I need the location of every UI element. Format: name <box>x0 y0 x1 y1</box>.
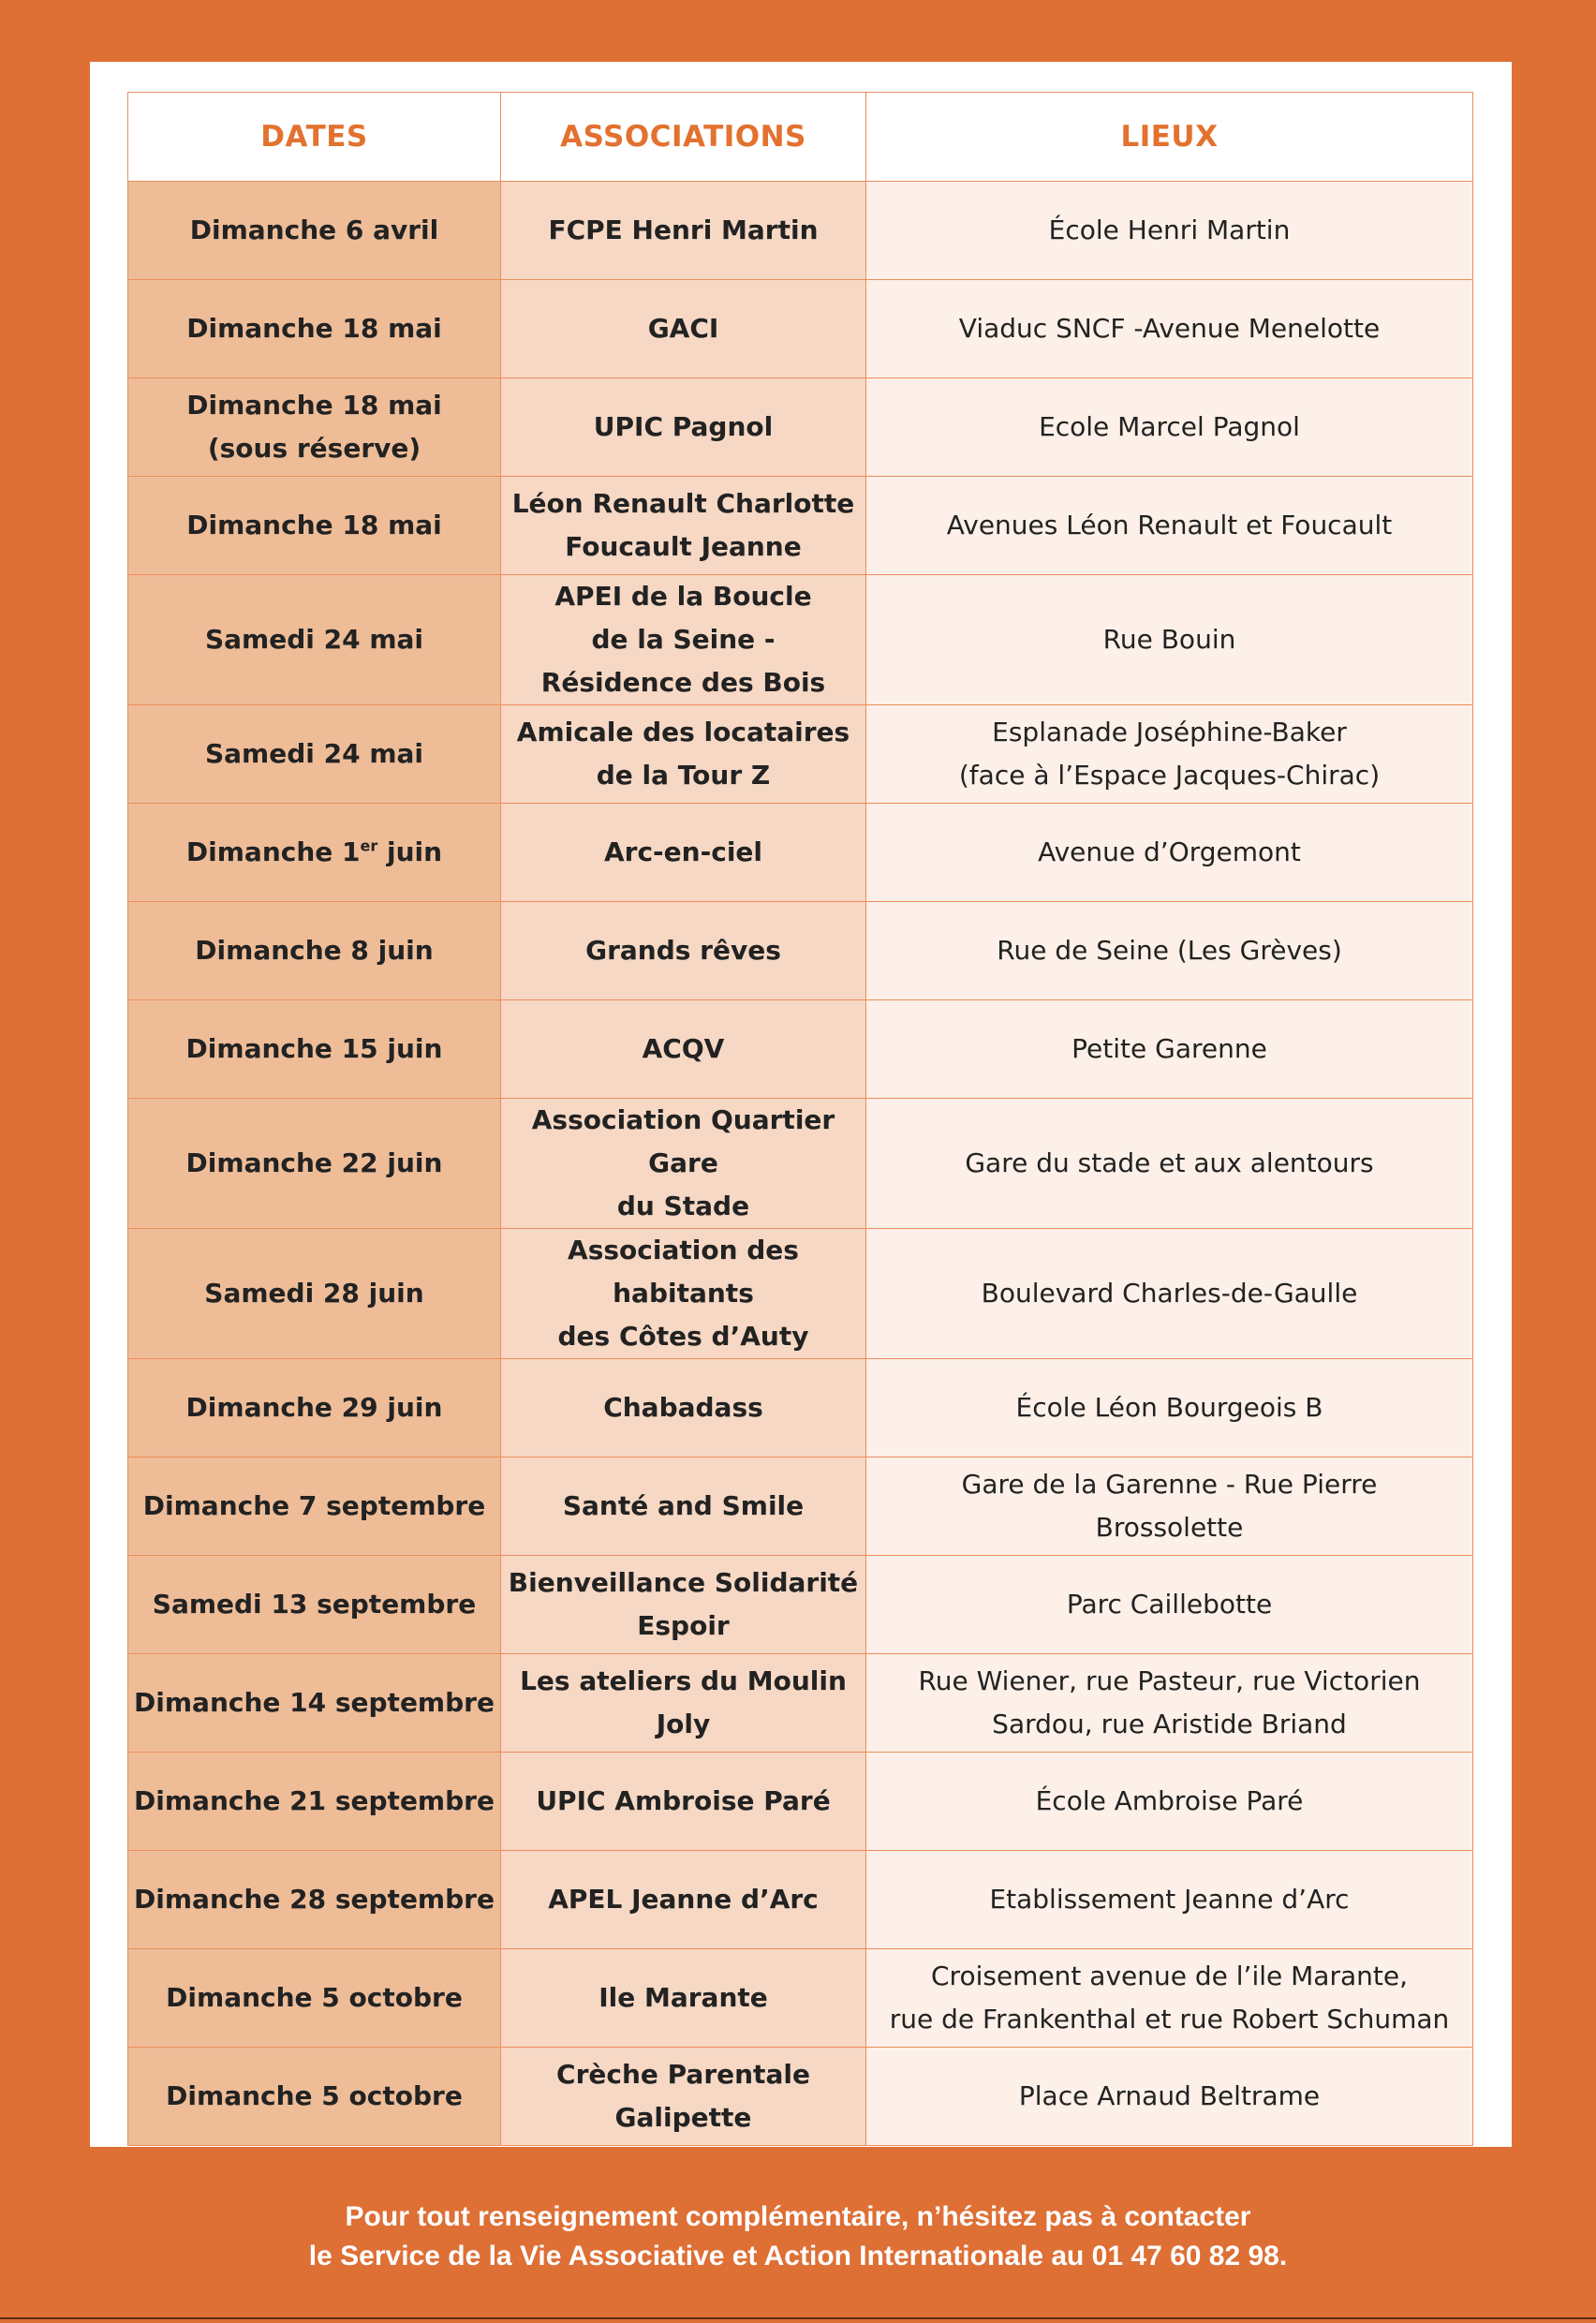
date-cell <box>128 1000 501 1099</box>
date-cell <box>128 1851 501 1949</box>
date-cell-text: Dimanche 29 juin <box>185 1392 443 1423</box>
date-cell <box>128 1654 501 1753</box>
table-row <box>128 1000 1473 1099</box>
association-cell <box>501 1949 866 2048</box>
association-cell <box>501 1457 866 1556</box>
association-cell <box>501 1753 866 1851</box>
footer-line-1: Pour tout renseignement complémentaire, n’hésitez pas à contacter <box>345 2201 1251 2232</box>
date-cell-text: Dimanche 21 septembre <box>134 1785 495 1816</box>
place-cell-text: Etablissement Jeanne d’Arc <box>989 1884 1350 1915</box>
table-row <box>128 477 1473 575</box>
date-cell-text: Dimanche 8 juin <box>195 935 434 966</box>
date-cell <box>128 182 501 280</box>
place-cell <box>866 2048 1473 2146</box>
place-cell-text: École Ambroise Paré <box>1035 1785 1304 1816</box>
date-cell-text: Dimanche 7 septembre <box>142 1490 486 1521</box>
place-cell-text: Esplanade Joséphine-Baker (face à l’Espace Jacques-Chirac) <box>958 717 1381 791</box>
column-header-associations: ASSOCIATIONS <box>501 93 866 182</box>
table-row <box>128 1099 1473 1229</box>
column-header-lieux: LIEUX <box>866 93 1473 182</box>
association-cell-text: Grands rêves <box>585 935 781 966</box>
association-cell <box>501 1229 866 1359</box>
place-cell-text: Rue Bouin <box>1102 624 1236 655</box>
association-cell <box>501 280 866 378</box>
place-cell <box>866 280 1473 378</box>
content-card <box>90 62 1512 2147</box>
place-cell-text: Rue Wiener, rue Pasteur, rue Victorien Sardou, rue Aristide Briand <box>918 1665 1421 1739</box>
table-row <box>128 902 1473 1000</box>
place-cell-text: Ecole Marcel Pagnol <box>1039 411 1300 442</box>
association-cell <box>501 1099 866 1229</box>
place-cell <box>866 705 1473 804</box>
bottom-divider <box>0 2317 1596 2319</box>
table-row <box>128 1229 1473 1359</box>
association-cell <box>501 477 866 575</box>
date-cell-text: Dimanche 18 mai (sous réserve) <box>186 390 442 464</box>
association-cell <box>501 1851 866 1949</box>
place-cell-text: Avenues Léon Renault et Foucault <box>946 510 1393 540</box>
place-cell <box>866 1000 1473 1099</box>
date-cell <box>128 1753 501 1851</box>
association-cell <box>501 804 866 902</box>
table-row <box>128 280 1473 378</box>
place-cell <box>866 378 1473 477</box>
table-row <box>128 1654 1473 1753</box>
table-row <box>128 1753 1473 1851</box>
association-cell-text: Bienveillance Solidarité Espoir <box>508 1567 859 1641</box>
place-cell <box>866 1359 1473 1457</box>
association-cell-text: APEI de la Boucle de la Seine - Résidence des Bois <box>540 581 826 698</box>
table-row <box>128 1457 1473 1556</box>
place-cell <box>866 182 1473 280</box>
association-cell-text: Arc-en-ciel <box>603 836 763 867</box>
date-cell-text: Samedi 28 juin <box>204 1278 424 1309</box>
column-header-dates: DATES <box>128 93 501 182</box>
table-row <box>128 1851 1473 1949</box>
date-cell <box>128 705 501 804</box>
association-cell <box>501 378 866 477</box>
place-cell-text: Viaduc SNCF -Avenue Menelotte <box>958 313 1381 344</box>
association-cell-text: UPIC Pagnol <box>593 411 774 442</box>
place-cell-text: Gare du stade et aux alentours <box>965 1147 1374 1178</box>
place-cell-text: Gare de la Garenne - Rue Pierre Brossolette <box>961 1469 1378 1543</box>
table-row <box>128 378 1473 477</box>
place-cell <box>866 1556 1473 1654</box>
table-row <box>128 705 1473 804</box>
table-row <box>128 1949 1473 2048</box>
association-cell <box>501 705 866 804</box>
footer-line-2: le Service de la Vie Associative et Action Internationale au 01 47 60 82 98. <box>308 2241 1288 2271</box>
date-cell <box>128 902 501 1000</box>
date-cell <box>128 378 501 477</box>
association-cell <box>501 1654 866 1753</box>
table-row <box>128 2048 1473 2146</box>
date-cell-text: Dimanche 28 septembre <box>134 1884 495 1915</box>
association-cell <box>501 1000 866 1099</box>
place-cell-text: Croisement avenue de l’ile Marante, rue de Frankenthal et rue Robert Schuman <box>889 1960 1450 2034</box>
association-cell <box>501 902 866 1000</box>
date-cell <box>128 1457 501 1556</box>
association-cell <box>501 182 866 280</box>
table-row <box>128 1556 1473 1654</box>
date-cell <box>128 1949 501 2048</box>
date-cell-text: Dimanche 15 juin <box>185 1033 443 1064</box>
place-cell <box>866 1851 1473 1949</box>
date-cell <box>128 2048 501 2146</box>
association-cell <box>501 1556 866 1654</box>
place-cell <box>866 1099 1473 1229</box>
place-cell <box>866 1457 1473 1556</box>
place-cell <box>866 1654 1473 1753</box>
place-cell <box>866 902 1473 1000</box>
date-cell <box>128 1359 501 1457</box>
date-cell <box>128 1099 501 1229</box>
place-cell <box>866 1949 1473 2048</box>
place-cell-text: Rue de Seine (Les Grèves) <box>997 935 1342 966</box>
association-cell-text: FCPE Henri Martin <box>548 215 819 245</box>
place-cell-text: Avenue d’Orgemont <box>1038 836 1301 867</box>
date-cell <box>128 575 501 705</box>
date-cell-text: Dimanche 5 octobre <box>166 2080 463 2111</box>
date-cell-text: Dimanche 18 mai <box>186 510 442 540</box>
date-cell <box>128 477 501 575</box>
association-cell <box>501 575 866 705</box>
date-cell-text: Dimanche 6 avril <box>189 215 439 245</box>
association-cell <box>501 2048 866 2146</box>
place-cell-text: École Henri Martin <box>1048 215 1291 245</box>
association-cell <box>501 1359 866 1457</box>
association-cell-text: Léon Renault Charlotte Foucault Jeanne <box>511 488 855 562</box>
date-cell-text: Samedi 24 mai <box>205 738 423 769</box>
date-cell-text: Dimanche 22 juin <box>185 1147 443 1178</box>
association-cell-text: UPIC Ambroise Paré <box>536 1785 831 1816</box>
table-row <box>128 1359 1473 1457</box>
association-cell-text: Association Quartier Gare du Stade <box>531 1104 835 1221</box>
table-row <box>128 804 1473 902</box>
date-cell <box>128 1556 501 1654</box>
table-row <box>128 575 1473 705</box>
events-table <box>127 92 1473 2146</box>
table-body <box>128 182 1473 2146</box>
place-cell-text: École Léon Bourgeois B <box>1015 1392 1323 1423</box>
place-cell-text: Boulevard Charles-de-Gaulle <box>981 1278 1358 1309</box>
date-cell-text: Dimanche 5 octobre <box>166 1982 463 2013</box>
association-cell-text: Les ateliers du Moulin Joly <box>520 1665 847 1739</box>
date-cell-text: Dimanche 14 septembre <box>134 1687 495 1718</box>
place-cell <box>866 804 1473 902</box>
table-row <box>128 182 1473 280</box>
place-cell <box>866 1753 1473 1851</box>
association-cell-text: Amicale des locataires de la Tour Z <box>516 717 850 791</box>
place-cell <box>866 575 1473 705</box>
association-cell-text: Chabadass <box>603 1392 763 1423</box>
date-cell <box>128 804 501 902</box>
association-cell-text: Crèche Parentale Galipette <box>556 2059 810 2133</box>
association-cell-text: ACQV <box>642 1033 725 1064</box>
date-cell <box>128 280 501 378</box>
place-cell <box>866 1229 1473 1359</box>
association-cell-text: Association des habitants des Côtes d’Auty <box>557 1235 809 1352</box>
date-cell-text: Samedi 24 mai <box>205 624 423 655</box>
date-cell-text: Samedi 13 septembre <box>152 1589 477 1620</box>
association-cell-text: Ile Marante <box>598 1982 768 2013</box>
table-header-row <box>128 93 1473 182</box>
place-cell-text: Petite Garenne <box>1071 1033 1267 1064</box>
place-cell-text: Parc Caillebotte <box>1066 1589 1273 1620</box>
date-cell <box>128 1229 501 1359</box>
place-cell <box>866 477 1473 575</box>
contact-footer <box>0 2197 1596 2276</box>
association-cell-text: APEL Jeanne d’Arc <box>548 1884 819 1915</box>
association-cell-text: Santé and Smile <box>562 1490 805 1521</box>
date-cell-text: Dimanche 1er juin <box>185 836 443 867</box>
association-cell-text: GACI <box>647 313 719 344</box>
place-cell-text: Place Arnaud Beltrame <box>1018 2080 1321 2111</box>
date-cell-text: Dimanche 18 mai <box>186 313 442 344</box>
